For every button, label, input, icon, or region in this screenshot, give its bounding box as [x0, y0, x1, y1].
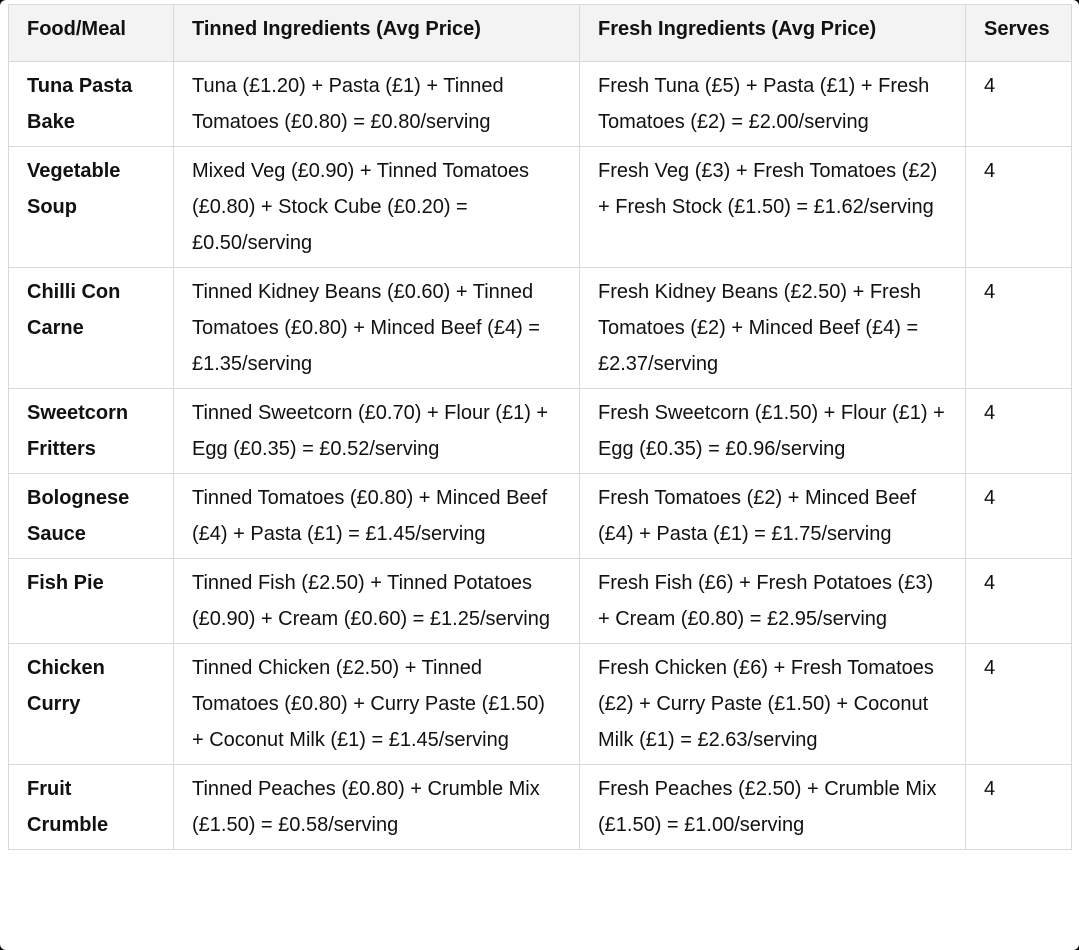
table-row [9, 389, 1072, 474]
header-serves: Serves [966, 5, 1072, 62]
fresh-cell: Fresh Veg (£3) + Fresh Tomatoes (£2) + Fresh Stock (£1.50) = £1.62/serving [580, 147, 966, 268]
meal-name-cell: Fish Pie [9, 559, 174, 644]
fresh-cell: Fresh Tomatoes (£2) + Minced Beef (£4) + Pasta (£1) = £1.75/serving [580, 474, 966, 559]
fresh-cell: Fresh Kidney Beans (£2.50) + Fresh Tomatoes (£2) + Minced Beef (£4) = £2.37/serving [580, 268, 966, 389]
table-row [9, 147, 1072, 268]
meal-name-cell: Chilli Con Carne [9, 268, 174, 389]
serves-cell: 4 [966, 389, 1072, 474]
meal-cost-table [8, 4, 1072, 850]
meal-name-cell: Chicken Curry [9, 644, 174, 765]
serves-cell: 4 [966, 474, 1072, 559]
tinned-cell: Tinned Chicken (£2.50) + Tinned Tomatoes (£0.80) + Curry Paste (£1.50) + Coconut Milk (£1) = £1.45/serving [174, 644, 580, 765]
table-row [9, 559, 1072, 644]
table-row [9, 62, 1072, 147]
fresh-cell: Fresh Sweetcorn (£1.50) + Flour (£1) + Egg (£0.35) = £0.96/serving [580, 389, 966, 474]
tinned-cell: Tinned Sweetcorn (£0.70) + Flour (£1) + Egg (£0.35) = £0.52/serving [174, 389, 580, 474]
serves-cell: 4 [966, 147, 1072, 268]
table-row [9, 644, 1072, 765]
serves-cell: 4 [966, 559, 1072, 644]
serves-cell: 4 [966, 62, 1072, 147]
tinned-cell: Tinned Fish (£2.50) + Tinned Potatoes (£0.90) + Cream (£0.60) = £1.25/serving [174, 559, 580, 644]
serves-cell: 4 [966, 644, 1072, 765]
fresh-cell: Fresh Tuna (£5) + Pasta (£1) + Fresh Tomatoes (£2) = £2.00/serving [580, 62, 966, 147]
fresh-cell: Fresh Peaches (£2.50) + Crumble Mix (£1.50) = £1.00/serving [580, 765, 966, 850]
header-row [9, 5, 1072, 62]
header-food-meal: Food/Meal [9, 5, 174, 62]
table-body [9, 62, 1072, 850]
serves-cell: 4 [966, 765, 1072, 850]
table-row [9, 474, 1072, 559]
tinned-cell: Mixed Veg (£0.90) + Tinned Tomatoes (£0.80) + Stock Cube (£0.20) = £0.50/serving [174, 147, 580, 268]
tinned-cell: Tinned Tomatoes (£0.80) + Minced Beef (£4) + Pasta (£1) = £1.45/serving [174, 474, 580, 559]
meal-name-cell: Bolognese Sauce [9, 474, 174, 559]
meal-name-cell: Vegetable Soup [9, 147, 174, 268]
table-row [9, 765, 1072, 850]
table-row [9, 268, 1072, 389]
tinned-cell: Tinned Kidney Beans (£0.60) + Tinned Tomatoes (£0.80) + Minced Beef (£4) = £1.35/serving [174, 268, 580, 389]
tinned-cell: Tinned Peaches (£0.80) + Crumble Mix (£1.50) = £0.58/serving [174, 765, 580, 850]
serves-cell: 4 [966, 268, 1072, 389]
header-fresh-ingredients: Fresh Ingredients (Avg Price) [580, 5, 966, 62]
fresh-cell: Fresh Chicken (£6) + Fresh Tomatoes (£2) + Curry Paste (£1.50) + Coconut Milk (£1) = £2.63/serving [580, 644, 966, 765]
table-header [9, 5, 1072, 62]
meal-name-cell: Fruit Crumble [9, 765, 174, 850]
meal-name-cell: Sweetcorn Fritters [9, 389, 174, 474]
tinned-cell: Tuna (£1.20) + Pasta (£1) + Tinned Tomatoes (£0.80) = £0.80/serving [174, 62, 580, 147]
header-tinned-ingredients: Tinned Ingredients (Avg Price) [174, 5, 580, 62]
meal-name-cell: Tuna Pasta Bake [9, 62, 174, 147]
fresh-cell: Fresh Fish (£6) + Fresh Potatoes (£3) + Cream (£0.80) = £2.95/serving [580, 559, 966, 644]
